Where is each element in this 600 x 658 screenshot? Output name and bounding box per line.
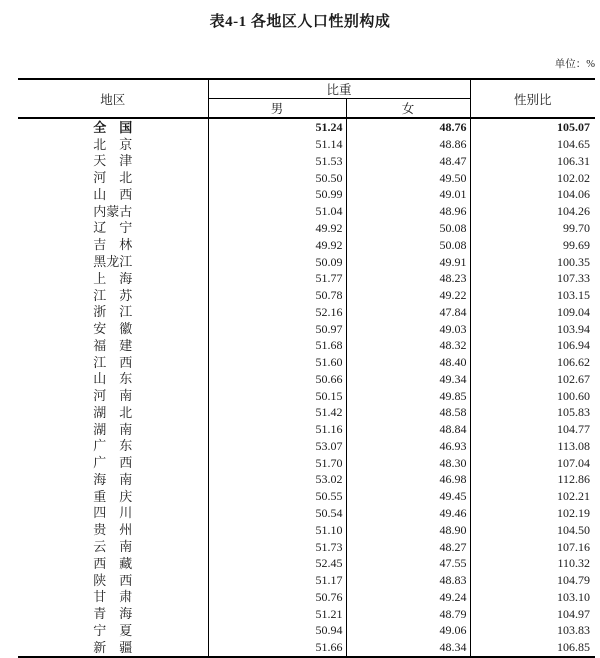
region-cell: 天 津 [18, 153, 208, 170]
table-row [18, 505, 595, 522]
region-cell: 山 西 [18, 186, 208, 203]
table-row [18, 538, 595, 555]
region-cell: 上 海 [18, 270, 208, 287]
table-row [18, 287, 595, 304]
female-cell: 49.46 [346, 505, 470, 522]
female-cell: 49.34 [346, 370, 470, 387]
male-cell: 49.92 [208, 236, 346, 253]
male-cell: 50.78 [208, 287, 346, 304]
male-cell: 52.16 [208, 303, 346, 320]
region-cell: 内蒙古 [18, 203, 208, 220]
sex-ratio-cell: 103.10 [557, 589, 591, 604]
table-row [18, 203, 595, 220]
region-cell: 广 西 [18, 454, 208, 471]
table-row [18, 136, 595, 153]
table-row [18, 354, 595, 371]
male-cell: 51.17 [208, 572, 346, 589]
sex-ratio-cell: 104.79 [557, 573, 591, 588]
sex-ratio-cell: 106.94 [557, 338, 591, 353]
table-row [18, 454, 595, 471]
male-cell: 50.66 [208, 370, 346, 387]
female-cell: 48.86 [346, 136, 470, 153]
male-cell: 51.16 [208, 421, 346, 438]
sex-ratio-cell: 106.62 [557, 355, 591, 370]
female-cell: 48.76 [346, 118, 470, 136]
sex-ratio-cell: 100.35 [557, 254, 591, 269]
table-header [18, 79, 595, 118]
female-cell: 48.34 [346, 639, 470, 657]
female-cell: 49.45 [346, 488, 470, 505]
female-cell: 47.55 [346, 555, 470, 572]
region-cell: 江 苏 [18, 287, 208, 304]
male-cell: 51.24 [208, 118, 346, 136]
table-row [18, 236, 595, 253]
region-cell: 贵 州 [18, 521, 208, 538]
table-row [18, 337, 595, 354]
sex-ratio-cell: 104.50 [557, 522, 591, 537]
female-cell: 46.93 [346, 438, 470, 455]
table-row [18, 320, 595, 337]
sex-ratio-cell: 102.02 [557, 170, 591, 185]
sex-ratio-cell: 104.26 [557, 204, 591, 219]
female-cell: 48.47 [346, 153, 470, 170]
sex-ratio-cell: 107.04 [557, 455, 591, 470]
male-cell: 51.68 [208, 337, 346, 354]
col-header-region: 地区 [18, 79, 208, 118]
region-cell: 云 南 [18, 538, 208, 555]
table-row [18, 488, 595, 505]
table-row [18, 438, 595, 455]
sex-ratio-cell: 99.69 [563, 237, 591, 252]
male-cell: 53.02 [208, 471, 346, 488]
male-cell: 51.42 [208, 404, 346, 421]
sex-ratio-cell: 110.32 [557, 556, 591, 571]
table-row [18, 118, 595, 136]
region-cell: 海 南 [18, 471, 208, 488]
female-cell: 48.40 [346, 354, 470, 371]
male-cell: 50.94 [208, 622, 346, 639]
male-cell: 51.70 [208, 454, 346, 471]
sex-ratio-cell: 109.04 [557, 304, 591, 319]
male-cell: 50.55 [208, 488, 346, 505]
female-cell: 49.24 [346, 588, 470, 605]
female-cell: 48.83 [346, 572, 470, 589]
table-row [18, 471, 595, 488]
region-cell: 湖 北 [18, 404, 208, 421]
sex-ratio-cell: 105.83 [557, 405, 591, 420]
sex-ratio-cell: 113.08 [557, 438, 591, 453]
table-row [18, 588, 595, 605]
male-cell: 50.15 [208, 387, 346, 404]
female-cell: 48.58 [346, 404, 470, 421]
table-row [18, 270, 595, 287]
region-cell: 吉 林 [18, 236, 208, 253]
female-cell: 48.27 [346, 538, 470, 555]
male-cell: 51.14 [208, 136, 346, 153]
female-cell: 48.79 [346, 605, 470, 622]
sex-composition-table-wrap [18, 78, 595, 658]
table-row [18, 169, 595, 186]
table-row [18, 186, 595, 203]
female-cell: 48.30 [346, 454, 470, 471]
male-cell: 51.10 [208, 521, 346, 538]
female-cell: 48.84 [346, 421, 470, 438]
table-row [18, 639, 595, 657]
sex-ratio-cell: 102.21 [557, 489, 591, 504]
female-cell: 46.98 [346, 471, 470, 488]
sex-ratio-cell: 99.70 [563, 220, 591, 235]
female-cell: 49.06 [346, 622, 470, 639]
region-cell: 重 庆 [18, 488, 208, 505]
region-cell: 江 西 [18, 354, 208, 371]
page-title: 表4-1 各地区人口性别构成 [209, 14, 391, 30]
region-cell: 北 京 [18, 136, 208, 153]
region-cell: 黑龙江 [18, 253, 208, 270]
male-cell: 49.92 [208, 220, 346, 237]
female-cell: 47.84 [346, 303, 470, 320]
sex-ratio-cell: 102.19 [557, 505, 591, 520]
sex-ratio-cell: 102.67 [557, 371, 591, 386]
table-row [18, 220, 595, 237]
sex-ratio-cell: 104.65 [557, 137, 591, 152]
region-cell: 全 国 [18, 118, 208, 136]
table-row [18, 303, 595, 320]
sex-ratio-cell: 107.16 [557, 539, 591, 554]
region-cell: 甘 肃 [18, 588, 208, 605]
table-row [18, 404, 595, 421]
sex-ratio-cell: 104.97 [557, 606, 591, 621]
table-row [18, 387, 595, 404]
male-cell: 51.77 [208, 270, 346, 287]
male-cell: 50.97 [208, 320, 346, 337]
region-cell: 河 北 [18, 169, 208, 186]
male-cell: 50.50 [208, 169, 346, 186]
female-cell: 49.22 [346, 287, 470, 304]
region-cell: 安 徽 [18, 320, 208, 337]
region-cell: 辽 宁 [18, 220, 208, 237]
col-header-proportion-group: 比重 [208, 79, 470, 99]
sex-composition-table [18, 78, 595, 658]
region-cell: 新 疆 [18, 639, 208, 657]
male-cell: 51.53 [208, 153, 346, 170]
female-cell: 48.96 [346, 203, 470, 220]
female-cell: 49.01 [346, 186, 470, 203]
region-cell: 宁 夏 [18, 622, 208, 639]
sex-ratio-cell: 104.06 [557, 187, 591, 202]
male-cell: 51.21 [208, 605, 346, 622]
table-row [18, 253, 595, 270]
table-row [18, 421, 595, 438]
female-cell: 49.03 [346, 320, 470, 337]
male-cell: 50.99 [208, 186, 346, 203]
header-row-1 [18, 79, 595, 99]
sex-ratio-cell: 112.86 [557, 472, 591, 487]
region-cell: 青 海 [18, 605, 208, 622]
male-cell: 51.73 [208, 538, 346, 555]
female-cell: 49.50 [346, 169, 470, 186]
region-cell: 山 东 [18, 370, 208, 387]
table-row [18, 370, 595, 387]
sex-ratio-cell: 103.83 [557, 623, 591, 638]
male-cell: 50.54 [208, 505, 346, 522]
table-row [18, 605, 595, 622]
male-cell: 52.45 [208, 555, 346, 572]
sex-ratio-cell: 106.85 [557, 640, 591, 655]
sex-ratio-cell: 103.15 [557, 288, 591, 303]
table-row [18, 555, 595, 572]
female-cell: 50.08 [346, 236, 470, 253]
female-cell: 48.23 [346, 270, 470, 287]
sex-ratio-cell: 106.31 [557, 153, 591, 168]
male-cell: 50.76 [208, 588, 346, 605]
region-cell: 陕 西 [18, 572, 208, 589]
table-row [18, 572, 595, 589]
female-cell: 48.32 [346, 337, 470, 354]
male-cell: 50.09 [208, 253, 346, 270]
region-cell: 广 东 [18, 438, 208, 455]
sex-ratio-cell: 105.07 [557, 120, 591, 135]
region-cell: 湖 南 [18, 421, 208, 438]
male-cell: 51.66 [208, 639, 346, 657]
region-cell: 河 南 [18, 387, 208, 404]
female-cell: 49.91 [346, 253, 470, 270]
sex-ratio-cell: 103.94 [557, 321, 591, 336]
col-header-sex-ratio: 性别比 [470, 79, 595, 118]
region-cell: 福 建 [18, 337, 208, 354]
region-cell: 浙 江 [18, 303, 208, 320]
female-cell: 48.90 [346, 521, 470, 538]
female-cell: 49.85 [346, 387, 470, 404]
table-row [18, 622, 595, 639]
table-row [18, 153, 595, 170]
col-header-female: 女 [346, 99, 470, 119]
col-header-male: 男 [208, 99, 346, 119]
table-row [18, 521, 595, 538]
female-cell: 50.08 [346, 220, 470, 237]
male-cell: 53.07 [208, 438, 346, 455]
unit-label: 单位：% [554, 59, 595, 70]
region-cell: 西 藏 [18, 555, 208, 572]
male-cell: 51.04 [208, 203, 346, 220]
region-cell: 四 川 [18, 505, 208, 522]
sex-ratio-cell: 100.60 [557, 388, 591, 403]
male-cell: 51.60 [208, 354, 346, 371]
table-body [18, 118, 595, 657]
sex-ratio-cell: 104.77 [557, 422, 591, 437]
sex-ratio-cell: 107.33 [557, 271, 591, 286]
